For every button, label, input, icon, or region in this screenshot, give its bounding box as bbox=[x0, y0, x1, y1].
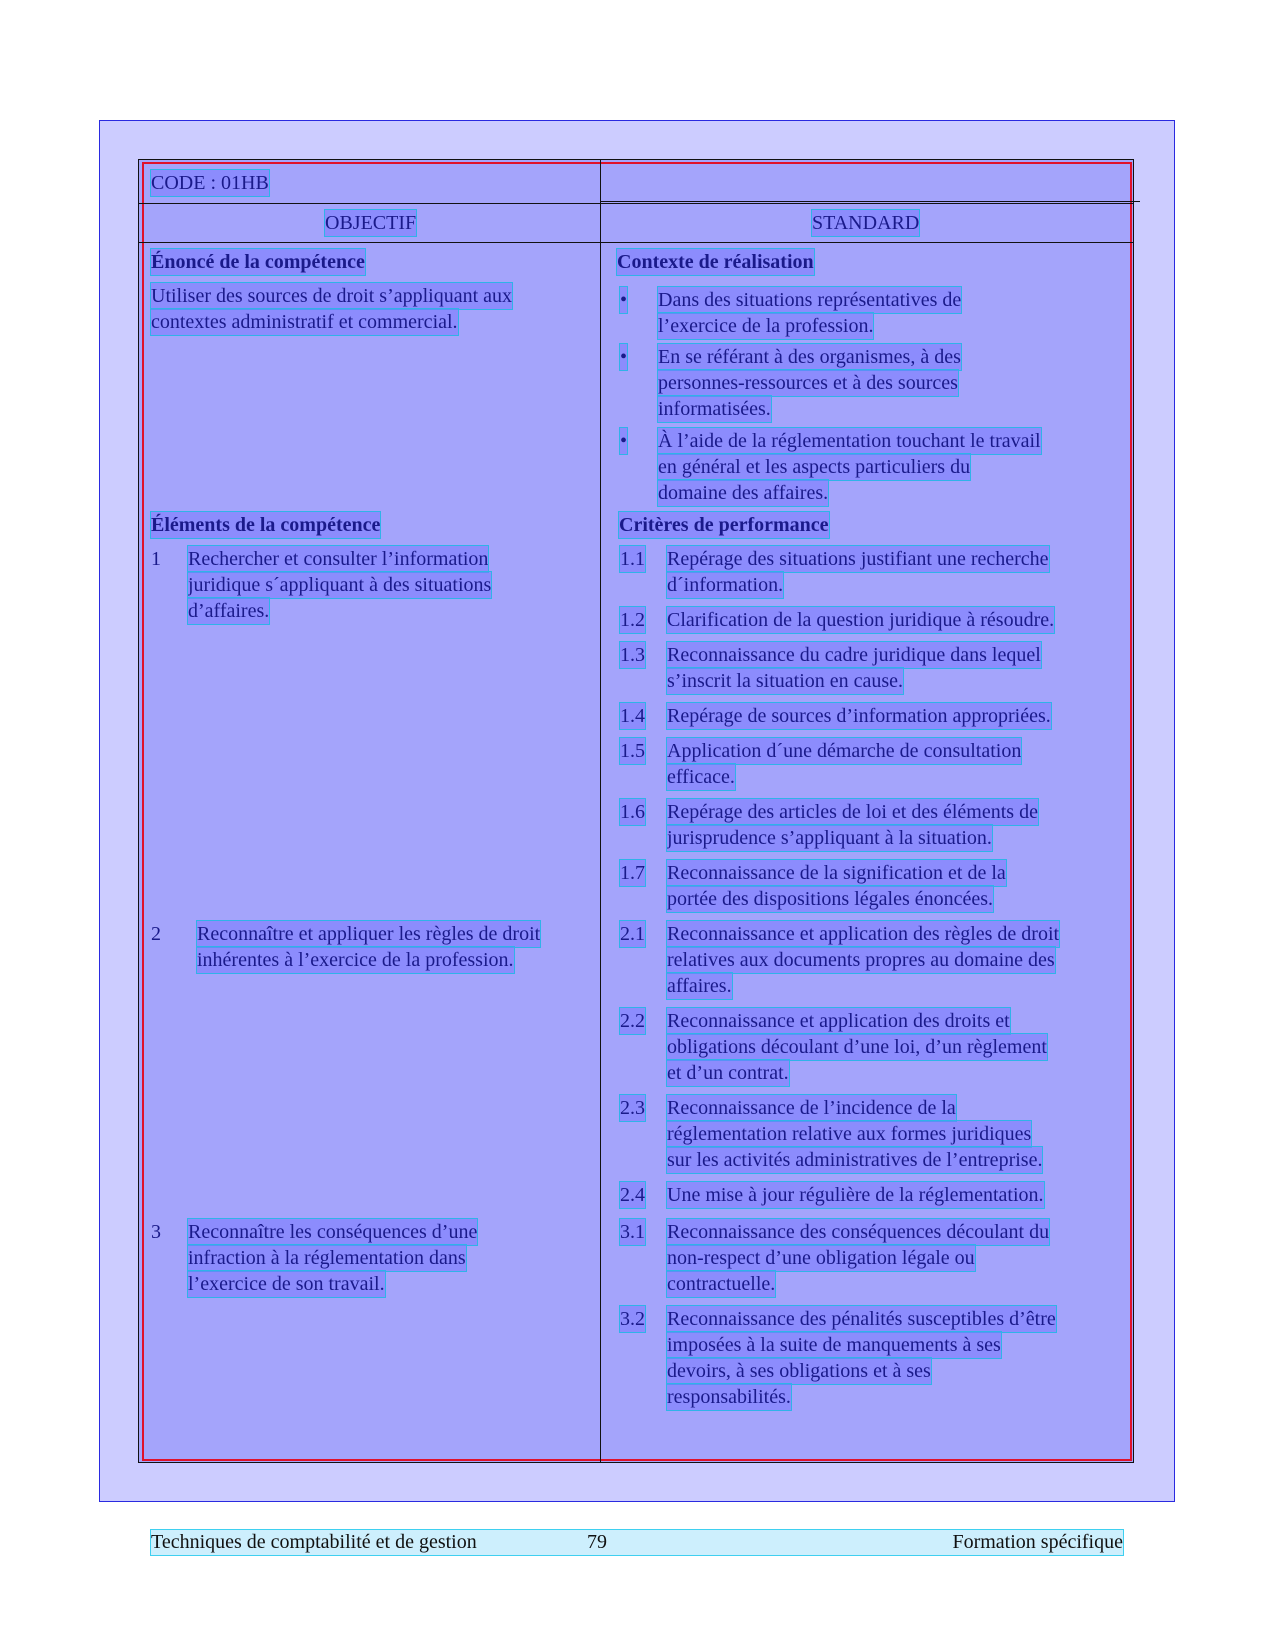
contexte-line: domaine des affaires. bbox=[658, 482, 829, 504]
element-line: inhérentes à l’exercice de la profession. bbox=[197, 949, 514, 971]
critere-line: non-respect d’une obligation légale ou bbox=[667, 1247, 975, 1269]
critere-number: 1.3 bbox=[620, 644, 645, 666]
critere-line: Reconnaissance des conséquences découlant du bbox=[667, 1221, 1050, 1243]
critere-line: affaires. bbox=[667, 975, 732, 997]
critere-line: devoirs, à ses obligations et à ses bbox=[667, 1360, 931, 1382]
critere-number: 3.1 bbox=[620, 1221, 645, 1243]
critere-line: contractuelle. bbox=[667, 1273, 776, 1295]
critere-number: 2.3 bbox=[620, 1097, 645, 1119]
critere-number: 3.2 bbox=[620, 1308, 645, 1330]
row-divider-1 bbox=[600, 201, 1140, 202]
column-divider bbox=[600, 159, 601, 1463]
element-line: Rechercher et consulter l’information bbox=[188, 548, 489, 570]
critere-line: s’inscrit la situation en cause. bbox=[667, 670, 904, 692]
bullet: • bbox=[620, 289, 628, 311]
bullet: • bbox=[620, 430, 628, 452]
critere-number: 1.7 bbox=[620, 862, 645, 884]
critere-line: Repérage de sources d’information appropriées. bbox=[667, 705, 1051, 727]
criteres-heading: Critères de performance bbox=[619, 514, 829, 536]
critere-line: Reconnaissance et application des règles de droit bbox=[667, 923, 1060, 945]
critere-line: Une mise à jour régulière de la réglementation. bbox=[667, 1184, 1044, 1206]
critere-line: et d’un contrat. bbox=[667, 1062, 789, 1084]
critere-line: Repérage des articles de loi et des éléments de bbox=[667, 801, 1038, 823]
critere-line: Reconnaissance de l’incidence de la bbox=[667, 1097, 956, 1119]
contexte-line: en général et les aspects particuliers du bbox=[658, 456, 971, 478]
element-line: infraction à la réglementation dans bbox=[188, 1247, 466, 1269]
element-line: Reconnaître et appliquer les règles de droit bbox=[197, 923, 541, 945]
contexte-line: Dans des situations représentatives de bbox=[658, 289, 962, 311]
critere-line: portée des dispositions légales énoncées. bbox=[667, 888, 994, 910]
column-header-objectif: OBJECTIF bbox=[325, 212, 417, 234]
critere-number: 1.1 bbox=[620, 548, 645, 570]
critere-number: 2.1 bbox=[620, 923, 645, 945]
critere-line: réglementation relative aux formes juridiques bbox=[667, 1123, 1032, 1145]
contexte-heading: Contexte de réalisation bbox=[617, 251, 814, 273]
critere-line: sur les activités administratives de l’entreprise. bbox=[667, 1149, 1043, 1171]
row-divider-2 bbox=[138, 203, 1134, 204]
critere-line: Repérage des situations justifiant une recherche bbox=[667, 548, 1049, 570]
critere-line: Reconnaissance et application des droits et bbox=[667, 1010, 1010, 1032]
critere-line: Clarification de la question juridique à résoudre. bbox=[667, 609, 1055, 631]
contexte-line: l’exercice de la profession. bbox=[658, 315, 874, 337]
critere-line: relatives aux documents propres au domaine des bbox=[667, 949, 1055, 971]
contexte-line: À l’aide de la réglementation touchant le travail bbox=[658, 430, 1041, 452]
critere-number: 2.2 bbox=[620, 1010, 645, 1032]
critere-line: Reconnaissance du cadre juridique dans lequel bbox=[667, 644, 1041, 666]
critere-line: efficace. bbox=[667, 766, 735, 788]
contexte-line: En se référant à des organismes, à des bbox=[658, 346, 961, 368]
page-footer bbox=[151, 1530, 1123, 1555]
element-number: 2 bbox=[151, 923, 161, 945]
footer-section: Formation spécifique bbox=[952, 1531, 1123, 1553]
critere-number: 1.6 bbox=[620, 801, 645, 823]
critere-line: Reconnaissance des pénalités susceptibles d’être bbox=[667, 1308, 1056, 1330]
element-line: l’exercice de son travail. bbox=[188, 1273, 385, 1295]
column-header-standard: STANDARD bbox=[812, 212, 920, 234]
footer-program: Techniques de comptabilité et de gestion bbox=[151, 1531, 477, 1553]
element-number: 1 bbox=[151, 548, 161, 570]
critere-number: 1.5 bbox=[620, 740, 645, 762]
critere-line: Application d´une démarche de consultation bbox=[667, 740, 1022, 762]
critere-line: responsabilités. bbox=[667, 1386, 791, 1408]
enonce-heading: Énoncé de la compétence bbox=[151, 251, 365, 273]
contexte-line: personnes-ressources et à des sources bbox=[658, 372, 958, 394]
element-line: Reconnaître les conséquences d’une bbox=[188, 1221, 478, 1243]
critere-line: jurisprudence s’appliquant à la situation. bbox=[667, 827, 992, 849]
elements-heading: Éléments de la compétence bbox=[151, 514, 381, 536]
element-number: 3 bbox=[151, 1221, 161, 1243]
element-line: d’affaires. bbox=[188, 600, 270, 622]
critere-line: obligations découlant d’une loi, d’un règlement bbox=[667, 1036, 1047, 1058]
enonce-line: contextes administratif et commercial. bbox=[151, 311, 458, 333]
code-label: CODE : 01HB bbox=[151, 172, 269, 194]
contexte-line: informatisées. bbox=[658, 398, 771, 420]
critere-number: 2.4 bbox=[620, 1184, 645, 1206]
enonce-line: Utiliser des sources de droit s’appliquant aux bbox=[151, 285, 513, 307]
row-divider-3 bbox=[138, 242, 1134, 243]
element-line: juridique s´appliquant à des situations bbox=[188, 574, 492, 596]
critere-line: d´information. bbox=[667, 574, 784, 596]
critere-line: Reconnaissance de la signification et de la bbox=[667, 862, 1006, 884]
critere-number: 1.2 bbox=[620, 609, 645, 631]
critere-number: 1.4 bbox=[620, 705, 645, 727]
bullet: • bbox=[620, 346, 628, 368]
critere-line: imposées à la suite de manquements à ses bbox=[667, 1334, 1001, 1356]
page-number: 79 bbox=[587, 1531, 607, 1553]
